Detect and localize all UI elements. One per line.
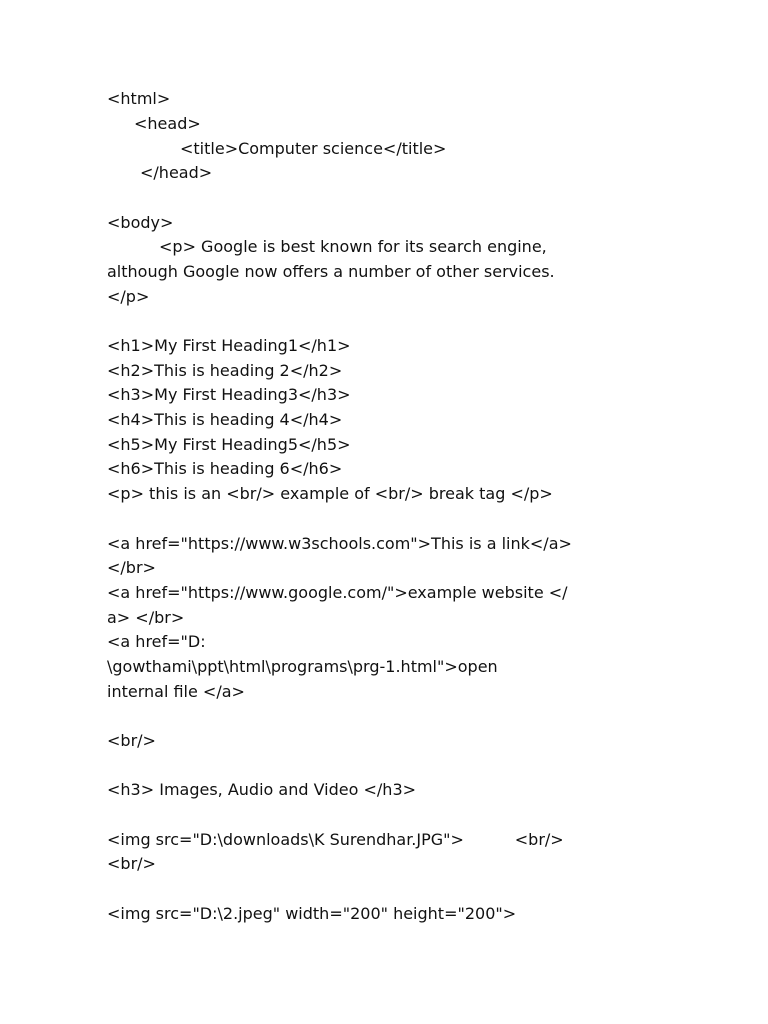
code-line-link-w3schools: <a href="https://www.w3schools.com">This is a link</a>	[107, 534, 572, 553]
code-line-head-open: <head>	[134, 114, 201, 133]
code-line-link-local-start: <a href="D:	[107, 632, 206, 651]
code-line-img-sized: <img src="D:\2.jpeg" width="200" height="200">	[107, 904, 517, 923]
code-line-body-open: <body>	[107, 213, 174, 232]
code-line-h2: <h2>This is heading 2</h2>	[107, 361, 343, 380]
code-line-h3-media: <h3> Images, Audio and Video </h3>	[107, 780, 417, 799]
code-line-br-2: <br/>	[107, 854, 156, 873]
code-line-br-close-1: </br>	[107, 558, 156, 577]
code-line-break-paragraph: <p> this is an <br/> example of <br/> break tag </p>	[107, 484, 553, 503]
code-line-html-open: <html>	[107, 89, 171, 108]
code-line-link-local-path: \gowthami\ppt\html\programs\prg-1.html">open	[107, 657, 498, 676]
code-line-head-close: </head>	[140, 163, 213, 182]
code-line-paragraph-close: </p>	[107, 287, 150, 306]
code-line-paragraph-start: <p> Google is best known for its search engine,	[159, 237, 547, 256]
code-line-link-local-close: internal file </a>	[107, 682, 245, 701]
code-line-img-photo: <img src="D:\downloads\K Surendhar.JPG"> <br/>	[107, 830, 564, 849]
code-line-title: <title>Computer science</title>	[180, 139, 447, 158]
code-line-br: <br/>	[107, 731, 156, 750]
code-line-h4: <h4>This is heading 4</h4>	[107, 410, 343, 429]
code-line-link-google: <a href="https://www.google.com/">example website </	[107, 583, 568, 602]
code-line-paragraph-continued: although Google now offers a number of other services.	[107, 262, 555, 281]
code-line-link-google-close: a> </br>	[107, 608, 185, 627]
code-line-h3: <h3>My First Heading3</h3>	[107, 385, 351, 404]
code-line-h6: <h6>This is heading 6</h6>	[107, 459, 343, 478]
code-line-h1: <h1>My First Heading1</h1>	[107, 336, 351, 355]
code-line-h5: <h5>My First Heading5</h5>	[107, 435, 351, 454]
